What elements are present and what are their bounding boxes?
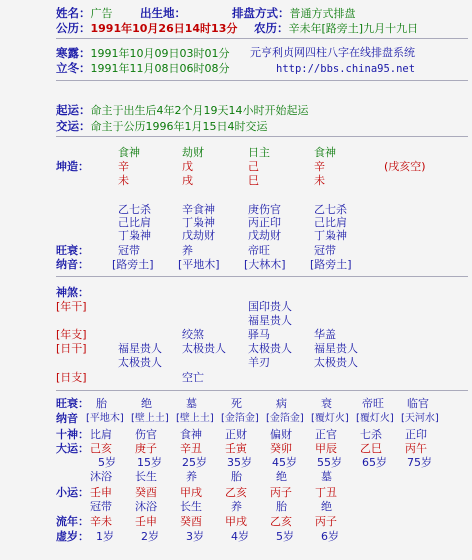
lunar-row: [254, 21, 418, 36]
hidden-2-3: 戊劫财: [182, 229, 215, 242]
dayun-age-7: 65岁: [362, 456, 387, 469]
divider: [56, 136, 468, 137]
dayun-wangshuai-2: 绝: [141, 397, 152, 410]
lunar-label: 农历：: [254, 21, 289, 35]
dayun-changsheng-6: 墓: [321, 470, 332, 483]
dayun-ganzhi-7: 乙巳: [360, 442, 382, 455]
site-url-link[interactable]: http://bbs.china95.net: [276, 63, 416, 75]
dayun-shishen-5: 偏财: [270, 428, 292, 441]
name-row: [56, 6, 113, 21]
dayun-changsheng-1: 沐浴: [90, 470, 112, 483]
pillar-branch-2: 戌: [182, 174, 193, 187]
dayun-shishen-1: 比肩: [90, 428, 112, 441]
dayun-age-8: 75岁: [407, 456, 432, 469]
dayun-changsheng-3: 养: [186, 470, 197, 483]
dayun-wangshuai-3: 墓: [186, 397, 197, 410]
dayun-wangshuai-8: 临官: [407, 397, 429, 410]
birthplace-label: 出生地：: [140, 6, 186, 20]
lunar-value: 辛未年[路旁土]九月十九日: [288, 22, 419, 35]
dayun-ganzhi-4: 壬寅: [225, 442, 247, 455]
dayun-shishen-label: 十神：: [56, 428, 89, 441]
xusui-age-6: 6岁: [321, 530, 339, 543]
nayin-3: [大林木]: [244, 258, 286, 271]
nian-gan-label: [年干]: [56, 300, 87, 313]
xiaoyun-changsheng-6: 绝: [321, 500, 332, 513]
pillar-stem-1: 辛: [118, 160, 129, 173]
name-value: 广告: [90, 7, 113, 20]
dayun-nayin-6: [覆灯火]: [311, 413, 349, 424]
lidong-value: 1991年11月08日06时08分: [90, 62, 230, 75]
name-label: 姓名：: [56, 6, 91, 20]
hanlu-row: [56, 46, 229, 61]
xiaoyun-ganzhi-5: 丙子: [270, 486, 292, 499]
wangshuai-4: 冠带: [314, 244, 336, 257]
qiyun-value: 命主于出生后4年2个月19天14小时开始起运: [90, 104, 309, 117]
dayun-ganzhi-6: 甲辰: [315, 442, 337, 455]
jiaoyun-row: [56, 119, 268, 134]
xiaoyun-changsheng-2: 沐浴: [135, 500, 157, 513]
dayun-nayin-1: [平地木]: [86, 413, 124, 424]
dayun-nayin-label: 纳音: [56, 412, 78, 425]
dayun-shishen-3: 食神: [180, 428, 202, 441]
shensha-huagai: 华盖: [314, 328, 336, 341]
liunian-ganzhi-1: 辛未: [90, 515, 112, 528]
wangshuai-3: 帝旺: [248, 244, 270, 257]
pillar-god-4: 食神: [314, 146, 336, 159]
pillar-stem-4: 辛: [314, 160, 325, 173]
hidden-3-2: 丙正印: [248, 216, 281, 229]
dayun-nayin-8: [天河水]: [401, 413, 439, 424]
dayun-age-6: 55岁: [317, 456, 342, 469]
liunian-ganzhi-5: 乙亥: [270, 515, 292, 528]
shensha-yima: 驿马: [248, 328, 270, 341]
hidden-1-1: 乙七杀: [118, 203, 151, 216]
kunzao-label: 坤造：: [56, 160, 89, 173]
solar-label: 公历：: [56, 21, 91, 35]
pillar-god-3: 日主: [248, 146, 270, 159]
dayun-ganzhi-3: 辛丑: [180, 442, 202, 455]
nian-zhi-label: [年支]: [56, 328, 87, 341]
dayun-shishen-8: 正印: [405, 428, 427, 441]
pillar-stem-3: 己: [248, 160, 259, 173]
system-name: 元亨利贞网四柱八字在线排盘系统: [250, 46, 415, 59]
dayun-nayin-4: [金箔金]: [221, 413, 259, 424]
wangshuai-label: 旺衰：: [56, 244, 89, 257]
dayun-age-4: 35岁: [227, 456, 252, 469]
hanlu-label: 寒露：: [56, 46, 91, 60]
xiaoyun-changsheng-3: 长生: [180, 500, 202, 513]
lidong-row: [56, 61, 229, 76]
hidden-2-1: 辛食神: [182, 203, 215, 216]
wangshuai-1: 冠带: [118, 244, 140, 257]
shensha-fuxing: 福星贵人: [248, 314, 292, 327]
xiaoyun-ganzhi-2: 癸酉: [135, 486, 157, 499]
dayun-nayin-7: [覆灯火]: [356, 413, 394, 424]
dayun-age-5: 45岁: [272, 456, 297, 469]
liunian-ganzhi-2: 壬申: [135, 515, 157, 528]
shensha-guoyin: 国印贵人: [248, 300, 292, 313]
shensha-rigan-1b: 太极贵人: [118, 356, 162, 369]
shensha-rigan-3a: 太极贵人: [248, 342, 292, 355]
ri-zhi-label: [日支]: [56, 371, 87, 384]
ri-gan-label: [日干]: [56, 342, 87, 355]
liunian-ganzhi-4: 甲戌: [225, 515, 247, 528]
solar-row: [56, 21, 237, 36]
dayun-age-3: 25岁: [182, 456, 207, 469]
xiaoyun-changsheng-1: 冠带: [90, 500, 112, 513]
hanlu-value: 1991年10月09日03时01分: [90, 47, 230, 60]
hidden-3-1: 庚伤官: [248, 203, 281, 216]
dayun-wangshuai-7: 帝旺: [362, 397, 384, 410]
hidden-2-2: 丁枭神: [182, 216, 215, 229]
xiaoyun-ganzhi-label: 小运：: [56, 486, 89, 499]
shensha-rigan-4a: 福星贵人: [314, 342, 358, 355]
dayun-ganzhi-2: 庚子: [135, 442, 157, 455]
shensha-rigan-2a: 太极贵人: [182, 342, 226, 355]
xusui-age-4: 4岁: [231, 530, 249, 543]
xusui-age-1: 1岁: [96, 530, 114, 543]
dayun-wangshuai-5: 病: [276, 397, 287, 410]
xusui-age-3: 3岁: [186, 530, 204, 543]
hidden-1-2: 己比肩: [118, 216, 151, 229]
dayun-ganzhi-label: 大运：: [56, 442, 89, 455]
divider: [56, 80, 468, 81]
pillar-branch-1: 未: [118, 174, 129, 187]
dayun-shishen-2: 伤官: [135, 428, 157, 441]
shensha-jiaosha: 绞煞: [182, 328, 204, 341]
hidden-1-3: 丁枭神: [118, 229, 151, 242]
pillar-branch-4: 未: [314, 174, 325, 187]
hidden-4-1: 乙七杀: [314, 203, 347, 216]
xiaoyun-ganzhi-6: 丁丑: [315, 486, 337, 499]
xiaoyun-changsheng-5: 胎: [276, 500, 287, 513]
pillar-stem-2: 戊: [182, 160, 193, 173]
dayun-changsheng-2: 长生: [135, 470, 157, 483]
nayin-2: [平地木]: [178, 258, 220, 271]
dayun-shishen-6: 正官: [315, 428, 337, 441]
shensha-rigan-4b: 太极贵人: [314, 356, 358, 369]
qiyun-row: [56, 103, 309, 118]
dayun-ganzhi-8: 丙午: [405, 442, 427, 455]
dayun-shishen-4: 正财: [225, 428, 247, 441]
hidden-3-3: 戊劫财: [248, 229, 281, 242]
method-value: 普通方式排盘: [289, 7, 356, 20]
dayun-wangshuai-1: 胎: [96, 397, 107, 410]
dayun-wangshuai-4: 死: [231, 397, 242, 410]
pillar-god-2: 劫财: [182, 146, 204, 159]
shensha-kongwang: 空亡: [182, 371, 204, 384]
dayun-changsheng-4: 胎: [231, 470, 242, 483]
xusui-age-label: 虚岁：: [56, 530, 89, 543]
nayin-1: [路旁土]: [112, 258, 154, 271]
xiaoyun-ganzhi-1: 壬申: [90, 486, 112, 499]
liunian-ganzhi-6: 丙子: [315, 515, 337, 528]
xusui-age-2: 2岁: [141, 530, 159, 543]
hidden-4-3: 丁枭神: [314, 229, 347, 242]
dayun-changsheng-5: 绝: [276, 470, 287, 483]
xiaoyun-ganzhi-4: 乙亥: [225, 486, 247, 499]
shensha-rigan-3b: 羊刃: [248, 356, 270, 369]
divider: [56, 276, 468, 277]
qiyun-label: 起运：: [56, 103, 91, 117]
liunian-ganzhi-label: 流年：: [56, 515, 89, 528]
xusui-age-5: 5岁: [276, 530, 294, 543]
divider: [56, 390, 468, 391]
dayun-nayin-2: [壁上土]: [131, 413, 169, 424]
dayun-ganzhi-5: 癸卯: [270, 442, 292, 455]
method-label: 排盘方式：: [232, 6, 290, 20]
nayin-label: 纳音：: [56, 258, 89, 271]
liunian-ganzhi-3: 癸酉: [180, 515, 202, 528]
solar-value: 1991年10月26日14时13分: [90, 22, 238, 35]
shensha-rigan-1a: 福星贵人: [118, 342, 162, 355]
nayin-4: [路旁土]: [310, 258, 352, 271]
divider: [56, 38, 468, 39]
hidden-4-2: 己比肩: [314, 216, 347, 229]
shensha-title: 神煞：: [56, 286, 89, 299]
dayun-nayin-5: [金箔金]: [266, 413, 304, 424]
jiaoyun-label: 交运：: [56, 119, 91, 133]
xiaoyun-changsheng-4: 养: [231, 500, 242, 513]
pillar-branch-3: 巳: [248, 174, 259, 187]
dayun-age-2: 15岁: [137, 456, 162, 469]
jiaoyun-value: 命主于公历1996年1月15日4时交运: [90, 120, 268, 133]
birthplace: [140, 6, 186, 21]
dayun-wangshuai-label: 旺衰：: [56, 397, 89, 410]
lidong-label: 立冬：: [56, 61, 91, 75]
void-branches: (戌亥空): [384, 160, 426, 173]
pillar-god-1: 食神: [118, 146, 140, 159]
dayun-shishen-7: 七杀: [360, 428, 382, 441]
dayun-nayin-3: [壁上土]: [176, 413, 214, 424]
xiaoyun-ganzhi-3: 甲戌: [180, 486, 202, 499]
dayun-ganzhi-1: 己亥: [90, 442, 112, 455]
dayun-wangshuai-6: 衰: [321, 397, 332, 410]
wangshuai-2: 养: [182, 244, 193, 257]
method: [232, 6, 356, 21]
dayun-age-1: 5岁: [98, 456, 116, 469]
